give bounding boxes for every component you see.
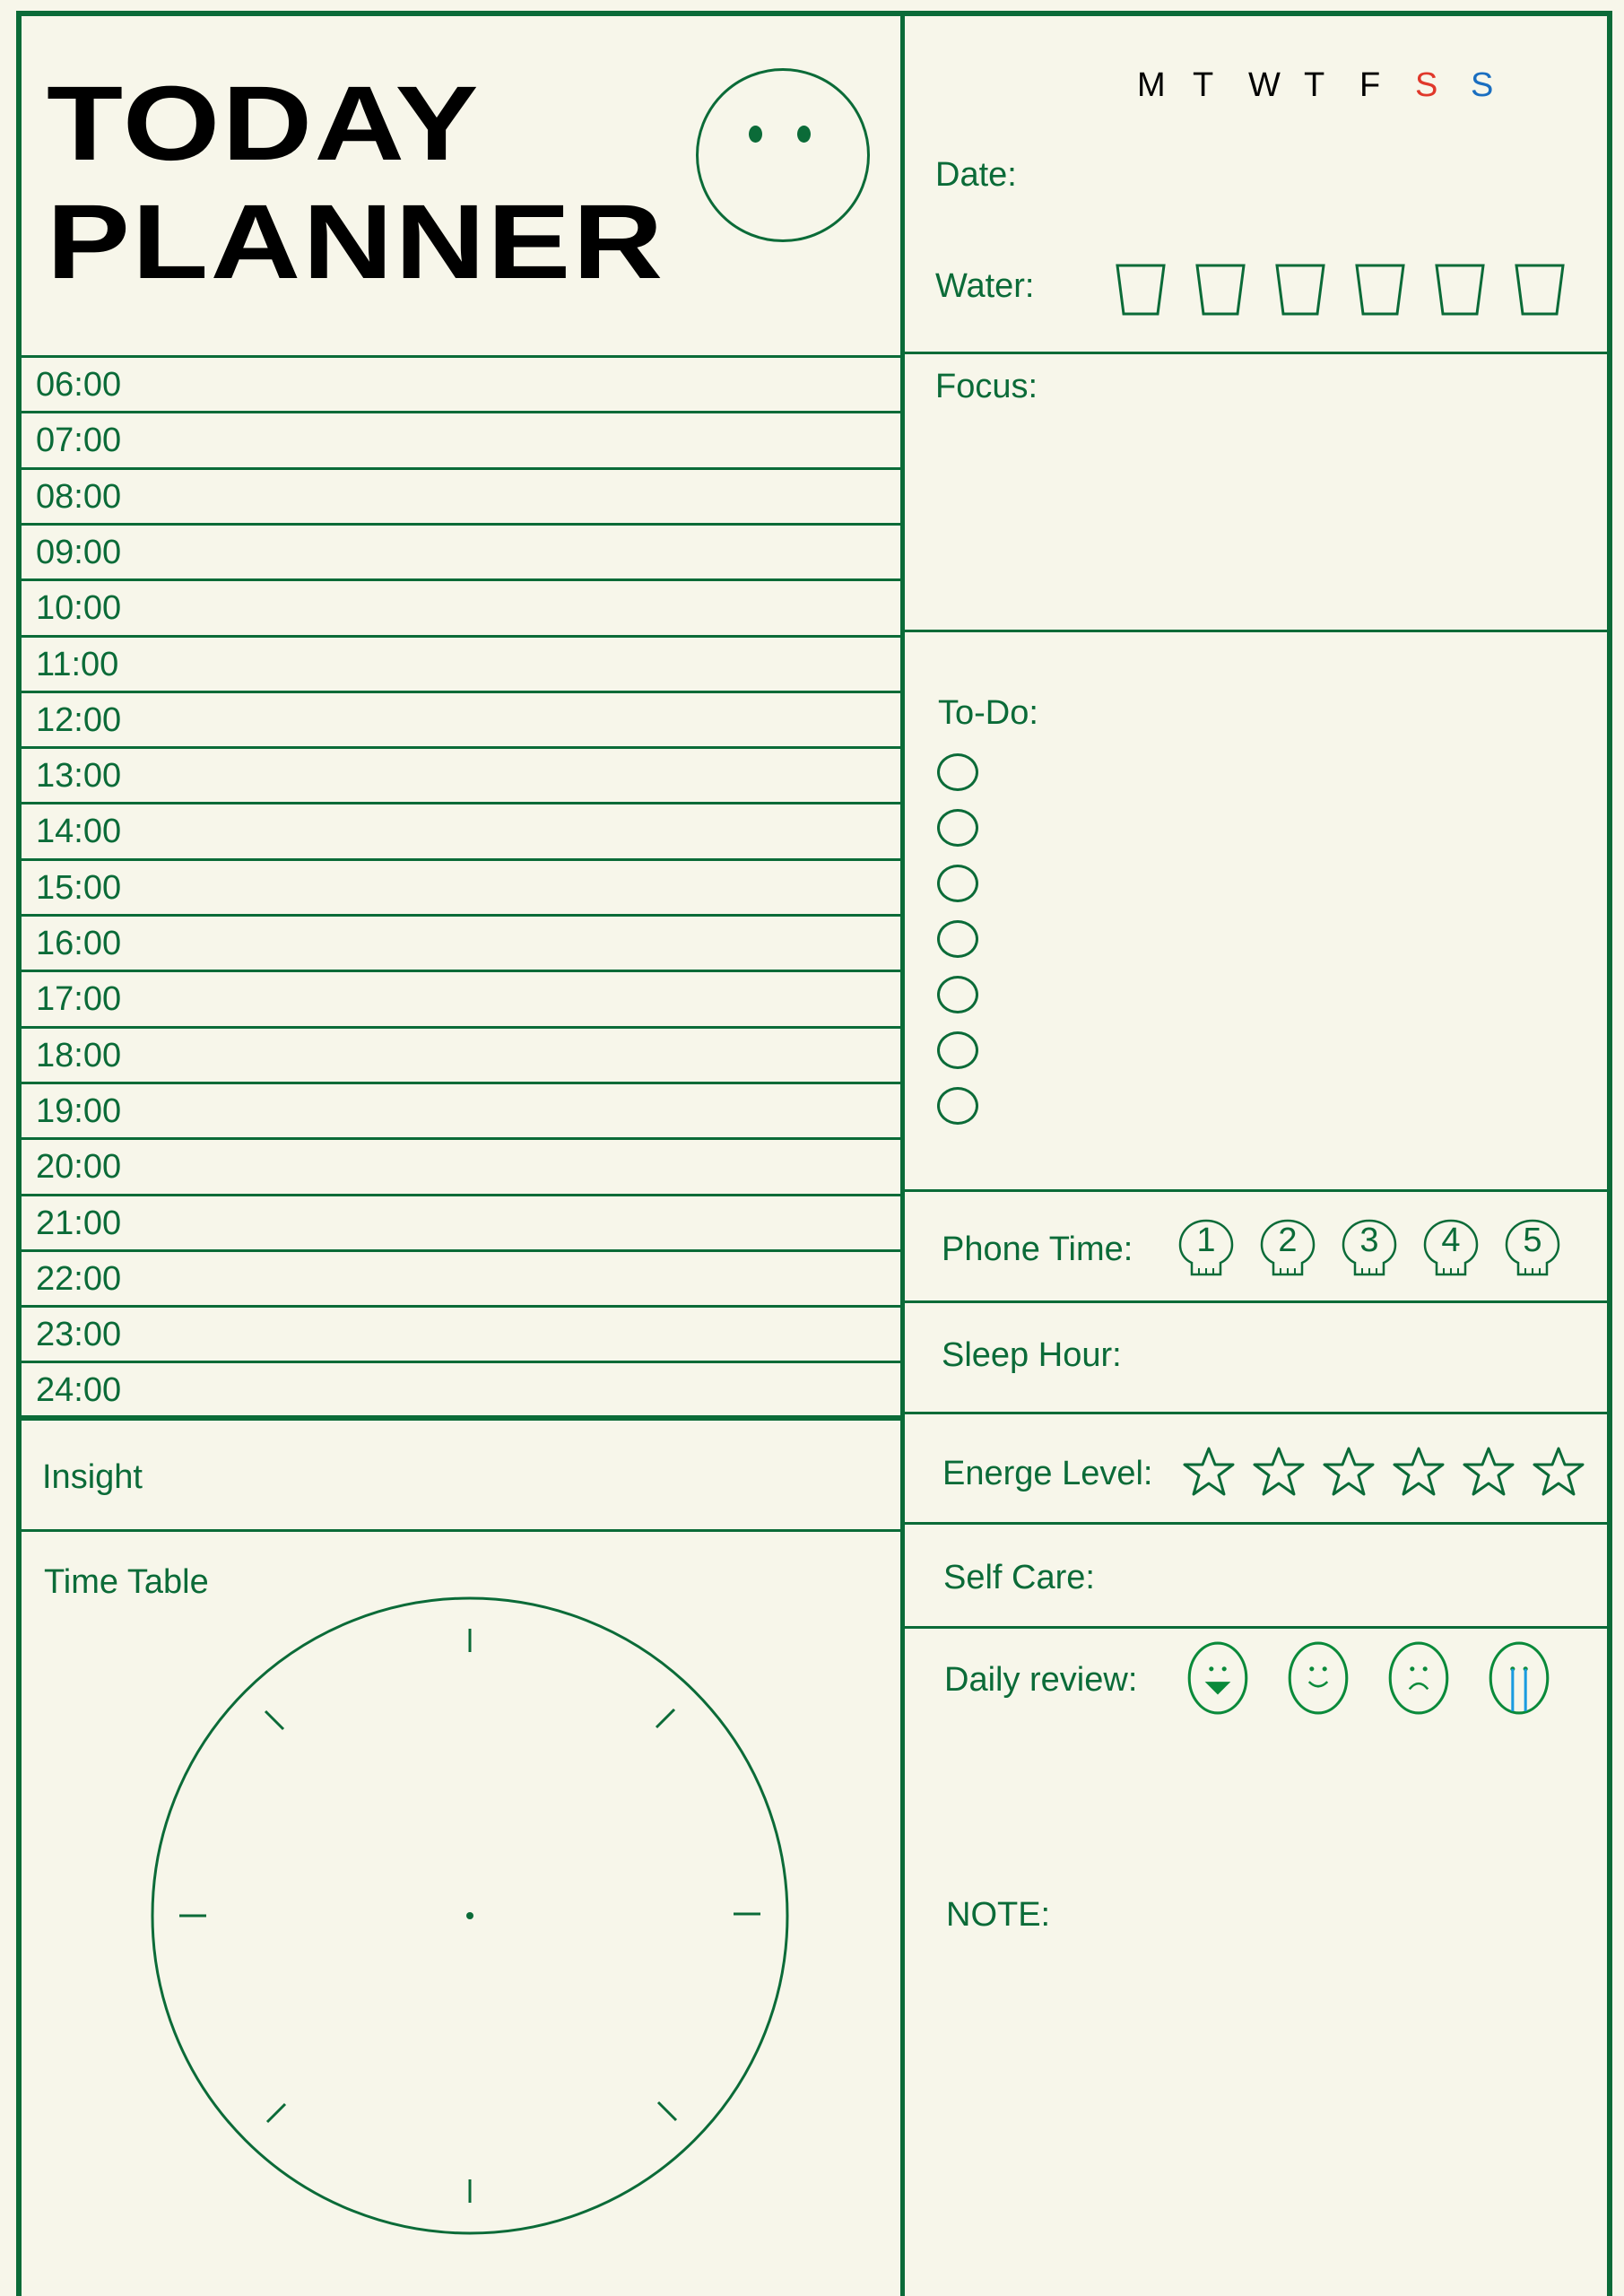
weekday-1[interactable]: T [1193,66,1214,104]
phone-time-skull-icon[interactable] [1422,1218,1480,1277]
review-very-happy-face-icon[interactable] [1182,1641,1254,1719]
page-title [47,65,665,301]
todo-checkbox[interactable] [937,753,978,791]
left-eye [749,126,762,143]
divider [903,1189,1611,1192]
todo-label: To-Do: [938,694,1038,732]
star-icon[interactable] [1462,1446,1515,1502]
self-care-label: Self Care: [943,1559,1095,1596]
schedule-slot[interactable]: 08:00 [36,477,122,516]
schedule-divider [22,1082,903,1084]
schedule-slot[interactable]: 09:00 [36,533,122,571]
star-icon[interactable] [1392,1446,1446,1502]
schedule-divider [22,1194,903,1196]
divider [903,1522,1611,1525]
title-line-1: TODAY [47,65,481,183]
phone-time-number: 4 [1441,1222,1461,1259]
daily-review-rating [1182,1641,1555,1719]
phone-time-skull-icon[interactable] [1341,1218,1398,1277]
time-table-label: Time Table [44,1563,209,1601]
schedule-divider [22,858,903,861]
todo-checkbox[interactable] [937,976,978,1013]
schedule-slot[interactable]: 17:00 [36,980,122,1019]
weekday-4[interactable]: F [1359,66,1381,104]
divider [903,1300,1611,1303]
review-happy-face-icon[interactable] [1282,1641,1354,1719]
schedule-divider [22,355,903,358]
review-crying-face-icon[interactable] [1483,1641,1555,1719]
schedule-slot[interactable]: 14:00 [36,813,122,851]
face-eyes-icon [696,68,870,242]
schedule-slot[interactable]: 15:00 [36,868,122,907]
schedule-slot[interactable]: 16:00 [36,925,122,962]
phone-time-number: 5 [1523,1222,1542,1259]
water-cup-icon[interactable] [1116,264,1166,316]
schedule-divider [22,1305,903,1308]
insight-label: Insight [42,1458,143,1496]
water-cup-icon[interactable] [1195,264,1246,316]
schedule-divider [22,1415,903,1421]
schedule-slot[interactable]: 23:00 [36,1316,122,1354]
energy-level-label: Energe Level: [942,1455,1153,1492]
schedule-divider [22,970,903,972]
schedule-divider [22,914,903,917]
schedule-slot[interactable]: 21:00 [36,1204,122,1242]
schedule-slot[interactable]: 24:00 [36,1371,122,1410]
star-icon[interactable] [1182,1446,1236,1502]
weekday-5[interactable]: S [1415,66,1438,104]
phone-time-number: 1 [1196,1222,1216,1259]
phone-time-number: 3 [1359,1222,1379,1259]
divider [903,1626,1611,1629]
schedule-slot[interactable]: 20:00 [36,1148,122,1187]
water-cup-icon[interactable] [1515,264,1565,316]
schedule-divider [22,691,903,693]
schedule-slot[interactable]: 22:00 [36,1259,122,1298]
energy-rating [1182,1446,1585,1502]
star-icon[interactable] [1532,1446,1585,1502]
schedule-slot[interactable]: 10:00 [36,589,122,628]
title-line-2: PLANNER [47,183,665,301]
divider [903,1412,1611,1414]
schedule-divider [22,467,903,470]
schedule-slot[interactable]: 06:00 [36,366,122,404]
water-cup-icon[interactable] [1275,264,1325,316]
phone-time-number: 2 [1278,1222,1298,1259]
phone-time-skull-icon[interactable] [1504,1218,1561,1277]
schedule-slot[interactable]: 07:00 [36,422,122,460]
schedule-divider [22,802,903,804]
weekday-6[interactable]: S [1471,66,1494,104]
weekday-0[interactable]: M [1137,66,1166,104]
schedule-slot[interactable]: 18:00 [36,1036,122,1074]
clock-face-icon [151,1596,789,2235]
date-label: Date: [935,156,1017,194]
star-icon[interactable] [1322,1446,1376,1502]
water-cup-icon[interactable] [1435,264,1485,316]
phone-time-skull-icon[interactable] [1259,1218,1316,1277]
schedule-slot[interactable]: 12:00 [36,700,122,739]
phone-time-label: Phone Time: [942,1231,1133,1268]
schedule-divider [22,411,903,413]
weekday-2[interactable]: W [1248,66,1281,104]
divider [903,352,1611,354]
todo-checkbox[interactable] [937,865,978,902]
todo-checkbox[interactable] [937,1087,978,1125]
schedule-divider [22,1249,903,1252]
schedule-slot[interactable]: 13:00 [36,757,122,796]
schedule-divider [22,578,903,581]
water-label: Water: [935,267,1035,305]
schedule-divider [22,523,903,526]
schedule-slot[interactable]: 19:00 [36,1091,122,1130]
divider [22,1529,903,1532]
schedule-divider [22,1361,903,1363]
focus-label: Focus: [935,368,1038,405]
schedule-slot[interactable]: 11:00 [36,645,119,683]
todo-checkbox[interactable] [937,809,978,847]
star-icon[interactable] [1252,1446,1306,1502]
schedule-divider [22,1137,903,1140]
todo-checkbox[interactable] [937,920,978,958]
phone-time-skull-icon[interactable] [1177,1218,1235,1277]
sleep-hour-label: Sleep Hour: [942,1336,1122,1374]
water-tracker [1116,264,1565,316]
todo-checkbox[interactable] [937,1031,978,1069]
review-sad-face-icon[interactable] [1383,1641,1455,1719]
schedule-divider [22,1026,903,1029]
right-eye [797,126,811,143]
divider [903,630,1611,632]
note-label: NOTE: [946,1896,1051,1934]
daily-review-label: Daily review: [944,1661,1138,1699]
phone-time-rating [1177,1218,1561,1277]
schedule-divider [22,635,903,638]
weekday-3[interactable]: T [1304,66,1325,104]
schedule-divider [22,746,903,749]
weekday-selector [1137,66,1526,105]
water-cup-icon[interactable] [1355,264,1405,316]
